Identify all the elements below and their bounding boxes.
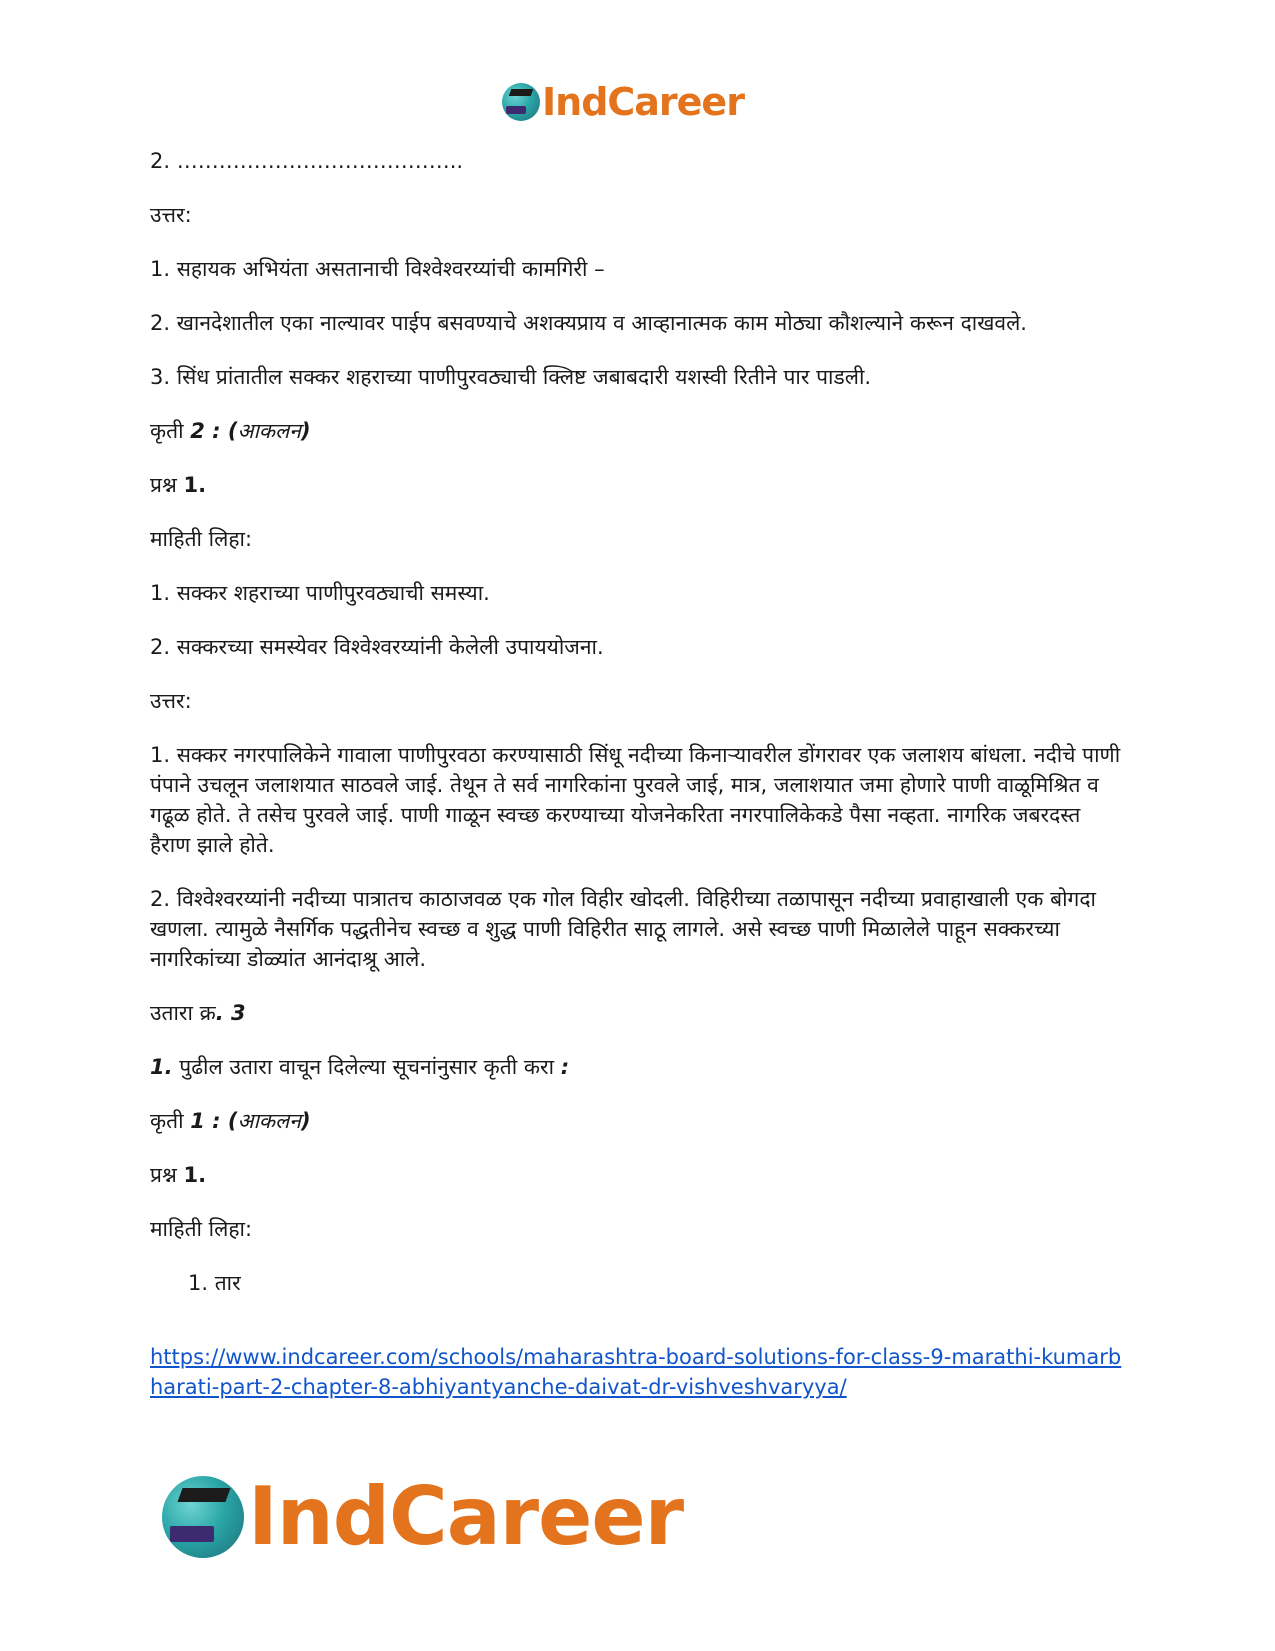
- paragraph: 2. विश्वेश्वरय्यांनी नदीच्या पात्रातच काठाजवळ एक गोल विहीर खोदली. विहिरीच्या तळापासून नदीच्या प्रवाहाखाली एक बोगदा खणला. त्यामुळे नैसर्गिक पद्धतीनेच स्वच्छ व शुद्ध पाणी विहिरीत साठू लागले. असे स्वच्छ पाणी मिळालेले पाहून सक्करच्या नागरिकांच्या डोळ्यांत आनंदाश्रू आले.: [150, 887, 1096, 971]
- answer-heading: उत्तर:: [150, 689, 192, 713]
- list-item: 1. तार: [188, 1271, 241, 1295]
- paragraph: 2. …………………………………..: [150, 149, 464, 173]
- book-icon: [506, 106, 526, 114]
- paragraph: 1. सहायक अभियंता असतानाची विश्वेश्वरय्यांची कामगिरी –: [150, 257, 605, 281]
- paragraph: 1. सक्कर नगरपालिकेने गावाला पाणीपुरवठा करण्यासाठी सिंधू नदीच्या किनाऱ्यावरील डोंगरावर एक जलाशय बांधला. नदीचे पाणी पंपाने उचलून जलाशयात साठवले जाई. तेथून ते सर्व नागरिकांना पुरवले जाई, मात्र, जलाशयात जमा होणारे पाणी वाळूमिश्रित व गढूळ होते. ते तसेच पुरवले जाई. पाणी गाळून स्वच्छ करण्याच्या योजनेकरिता नगरपालिकेकडे पैसा नव्हता. नागरिक जबरदस्त हैराण झाले होते.: [150, 743, 1121, 857]
- source-link[interactable]: https://www.indcareer.com/schools/maharashtra-board-solutions-for-class-9-marathi-kumarbharati-part-2-chapter-8-abhiyantyanche-daivat-dr-vishveshvaryya/: [150, 1345, 1122, 1399]
- question-heading: प्रश्न 1.: [150, 1163, 207, 1187]
- book-icon: [170, 1526, 214, 1542]
- paragraph: 1. सक्कर शहराच्या पाणीपुरवठ्याची समस्या.: [150, 581, 490, 605]
- brand-name: IndCareer: [248, 1470, 684, 1563]
- paragraph: 2. सक्करच्या समस्येवर विश्वेश्वरय्यांनी केलेली उपाययोजना.: [150, 635, 604, 659]
- globe-logo-icon: [162, 1476, 244, 1558]
- brand-logo-bottom: [162, 1470, 683, 1563]
- graduation-cap-icon: [177, 1488, 230, 1502]
- answer-heading: उत्तर:: [150, 203, 192, 227]
- instruction-text: माहिती लिहा:: [150, 1217, 253, 1241]
- paragraph: 2. खानदेशातील एका नाल्यावर पाईप बसवण्याचे अशक्यप्राय व आव्हानात्मक काम मोठ्या कौशल्याने करून दाखवले.: [150, 311, 1027, 335]
- activity-heading: कृती 1 : (आकलन): [150, 1109, 311, 1133]
- paragraph: 3. सिंध प्रांतातील सक्कर शहराच्या पाणीपुरवठ्याची क्लिष्ट जबाबदारी यशस्वी रितीने पार पाडली.: [150, 365, 872, 389]
- graduation-cap-icon: [509, 89, 534, 96]
- document-body: [150, 146, 1125, 1402]
- instruction-text: माहिती लिहा:: [150, 527, 253, 551]
- brand-logo-top: [502, 80, 744, 124]
- brand-name: IndCareer: [542, 80, 744, 124]
- passage-heading: उतारा क्र. 3: [150, 1001, 246, 1025]
- globe-logo-icon: [502, 83, 540, 121]
- instruction-text: 1. पुढील उतारा वाचून दिलेल्या सूचनांनुसार कृती करा :: [150, 1055, 570, 1079]
- activity-heading: कृती 2 : (आकलन): [150, 419, 311, 443]
- question-heading: प्रश्न 1.: [150, 473, 207, 497]
